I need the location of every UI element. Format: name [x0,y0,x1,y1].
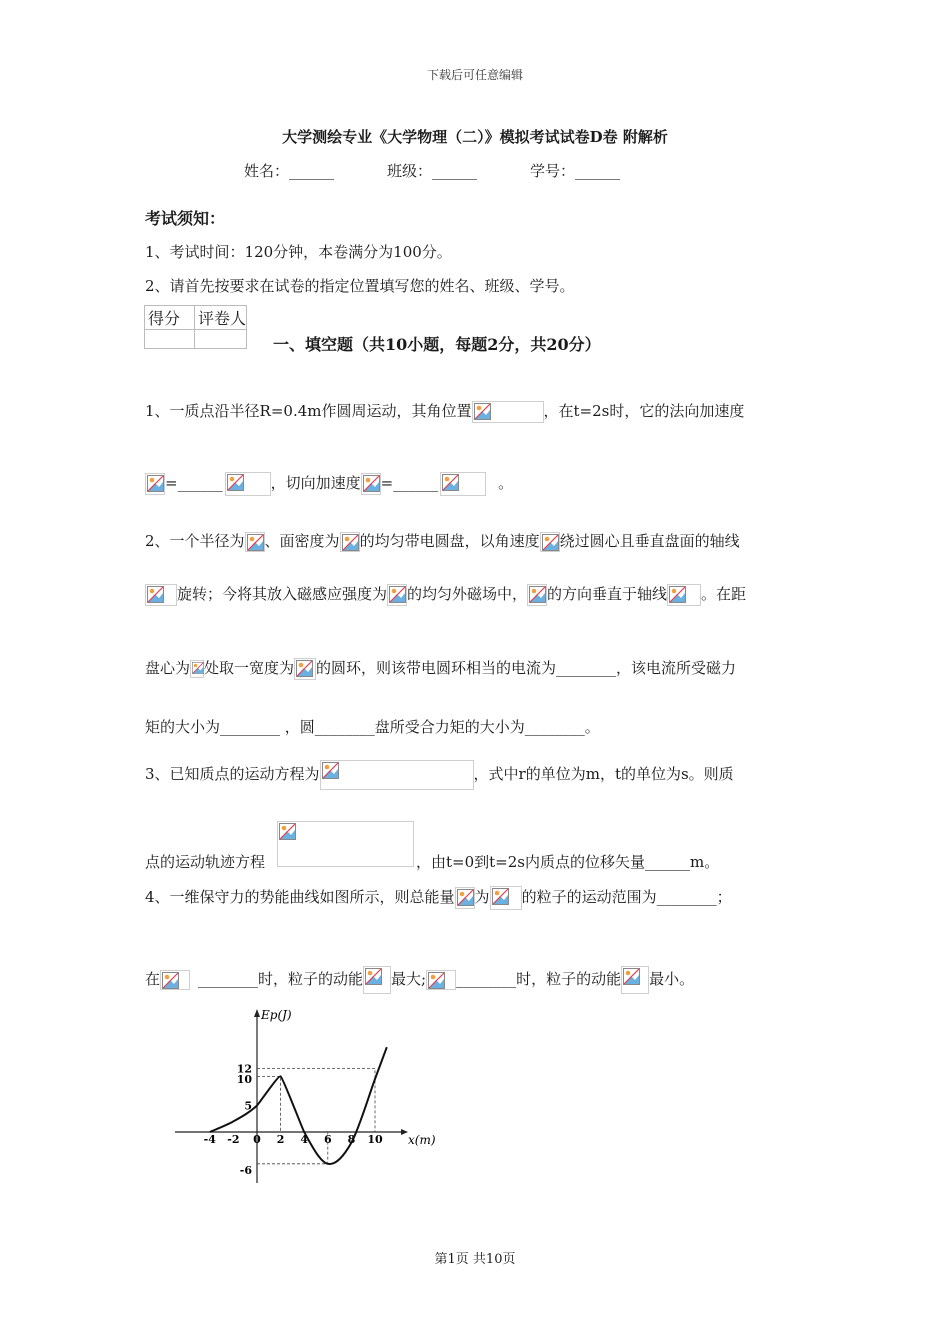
image-placeholder-icon [227,474,244,491]
question-3-line-2 [145,851,265,872]
y-axis-label: Ep(J) [261,1008,292,1022]
student-id-field: 学号：______ [530,162,621,180]
image-placeholder-icon [147,586,164,603]
y-tick-label: 10 [236,1073,252,1086]
q2-text-b: 、面密度为 [264,532,340,550]
q1-text-f: 。 [498,474,514,492]
formula-image [540,532,560,552]
image-placeholder-icon [147,475,164,492]
image-placeholder-icon [279,823,296,840]
image-placeholder-icon [322,762,339,779]
y-tick-label: 12 [236,1062,252,1076]
image-placeholder-icon [457,889,474,906]
q4-text-e: ________时，粒子的动能 [198,970,364,988]
q4-text-f: 最大; [391,970,427,988]
question-4-line-2 [145,966,694,994]
q2-text-e: 旋转；今将其放入磁感应强度为 [177,585,388,603]
x-tick-label: 2 [276,1133,285,1146]
q2-text-k: 的圆环，则该带电圆环相当的电流为________，该电流所受磁力 [316,659,737,677]
score-cell [145,330,195,349]
x-tick-label: 6 [323,1133,332,1146]
question-3-line-1 [145,760,734,790]
q4-text-h: 最小。 [649,970,695,988]
q3-text-b: ，式中r的单位为m，t的单位为s。则质 [473,765,734,783]
y-tick-label: 5 [244,1099,252,1113]
formula-image [145,473,165,495]
grader-header: 评卷人 [195,306,247,330]
question-2-line-3 [145,657,736,680]
q2-text-d: 绕过圆心且垂直盘面的轴线 [559,532,740,550]
formula-image [160,970,190,990]
x-tick-label: 10 [367,1133,383,1146]
formula-image [472,401,544,423]
q2-text-g: 的方向垂直于轴线 [547,585,668,603]
guide-line-min [257,1132,328,1164]
formula-image [667,584,701,606]
guide-line-10 [257,1076,281,1132]
formula-image [145,584,177,606]
q4-text-c: 的粒子的运动范围为________； [521,888,732,906]
q3-text-d: ，由t=0到t=2s内质点的位移矢量______m。 [416,853,720,871]
class-field: 班级：______ [387,162,478,180]
formula-image [361,473,381,495]
x-tick-label: -4 [203,1133,216,1146]
image-placeholder-icon [623,968,640,985]
formula-image [225,472,271,496]
page-header: 下载后可任意编辑 [426,68,523,82]
q1-text-b: ，在t=2s时，它的法向加速度 [543,402,745,420]
formula-image [190,660,204,678]
image-placeholder-icon [542,534,559,551]
y-tick-label: -6 [239,1163,252,1177]
q2-text-h: 。在距 [701,585,747,603]
image-placeholder-icon [428,972,445,989]
formula-image [340,532,360,552]
score-table [144,305,247,349]
q1-text-e: =______ [380,474,439,492]
q4-text-a: 4、一维保守力的势能曲线如图所示，则总能量 [145,888,455,906]
image-placeholder-icon [363,475,380,492]
q2-text-c: 的均匀带电圆盘，以角速度 [359,532,540,550]
q1-text-c: =______ [165,474,223,492]
name-field: 姓名：______ [244,162,335,180]
q2-text-j: 处取一宽度为 [204,659,295,677]
question-1-line-2 [145,472,513,496]
formula-image [320,760,474,790]
notice-heading: 考试须知： [145,209,226,228]
score-header: 得分 [145,306,195,330]
grader-cell [195,330,247,349]
image-placeholder-icon [342,534,359,551]
image-placeholder-icon [492,888,509,905]
x-axis-label: x(m) [408,1133,436,1147]
question-4-line-1 [145,886,732,910]
section-1-heading: 一、填空题（共10小题，每题2分，共20分） [273,335,601,354]
x-tick-label: 4 [300,1133,309,1146]
image-placeholder-icon [365,968,382,985]
image-placeholder-icon [296,660,313,677]
formula-image [440,472,486,496]
q3-text-c: 点的运动轨迹方程 [145,853,266,871]
q2-text-i: 盘心为 [145,659,191,677]
q4-text-d: 在 [145,970,161,988]
question-2-line-4: 矩的大小为________ ，圆________盘所受合力矩的大小为________。 [145,718,600,736]
formula-image [245,532,265,552]
question-2-line-2 [145,583,746,606]
formula-image [621,966,649,994]
question-2-line-1 [145,530,740,552]
guide-line-12 [257,1068,375,1132]
y-axis-arrow [254,1009,260,1017]
formula-image [294,658,316,680]
page-footer: 第1页 共10页 [434,1252,516,1267]
notice-item-1: 1、考试时间：120分钟，本卷满分为100分。 [145,243,452,261]
q2-text-f: 的均匀外磁场中， [407,585,528,603]
q4-text-g: ________时，粒子的动能 [456,970,622,988]
image-placeholder-icon [474,403,491,420]
formula-image [363,966,391,994]
image-placeholder-icon [247,534,264,551]
formula-image [527,584,547,606]
image-placeholder-icon [529,586,546,603]
formula-image [455,887,475,909]
image-placeholder-icon [389,586,406,603]
q1-text-a: 1、一质点沿半径R=0.4m作圆周运动，其角位置 [145,402,472,420]
chart-plot-area [175,1008,436,1183]
image-placeholder-icon [669,586,686,603]
question-1-line-1 [145,400,744,423]
q4-text-b: 为 [474,888,490,906]
image-placeholder-icon [192,662,204,674]
x-axis-arrow [401,1129,408,1135]
q1-text-d: ，切向加速度 [270,474,361,492]
formula-image [277,821,414,867]
q2-text-a: 2、一个半径为 [145,532,245,550]
q3-text-a: 3、已知质点的运动方程为 [145,765,320,783]
x-tick-label: 8 [347,1133,356,1146]
x-tick-label: 0 [253,1133,261,1146]
potential-energy-chart [170,1005,450,1190]
image-placeholder-icon [162,972,179,989]
exam-title: 大学测绘专业《大学物理（二）》模拟考试试卷D卷 附解析 [282,128,668,146]
notice-item-2: 2、请首先按要求在试卷的指定位置填写您的姓名、班级、学号。 [145,277,575,295]
formula-image [490,886,522,910]
formula-image [387,584,407,606]
x-tick-label: -2 [227,1133,240,1146]
image-placeholder-icon [442,474,459,491]
formula-image [426,970,456,990]
